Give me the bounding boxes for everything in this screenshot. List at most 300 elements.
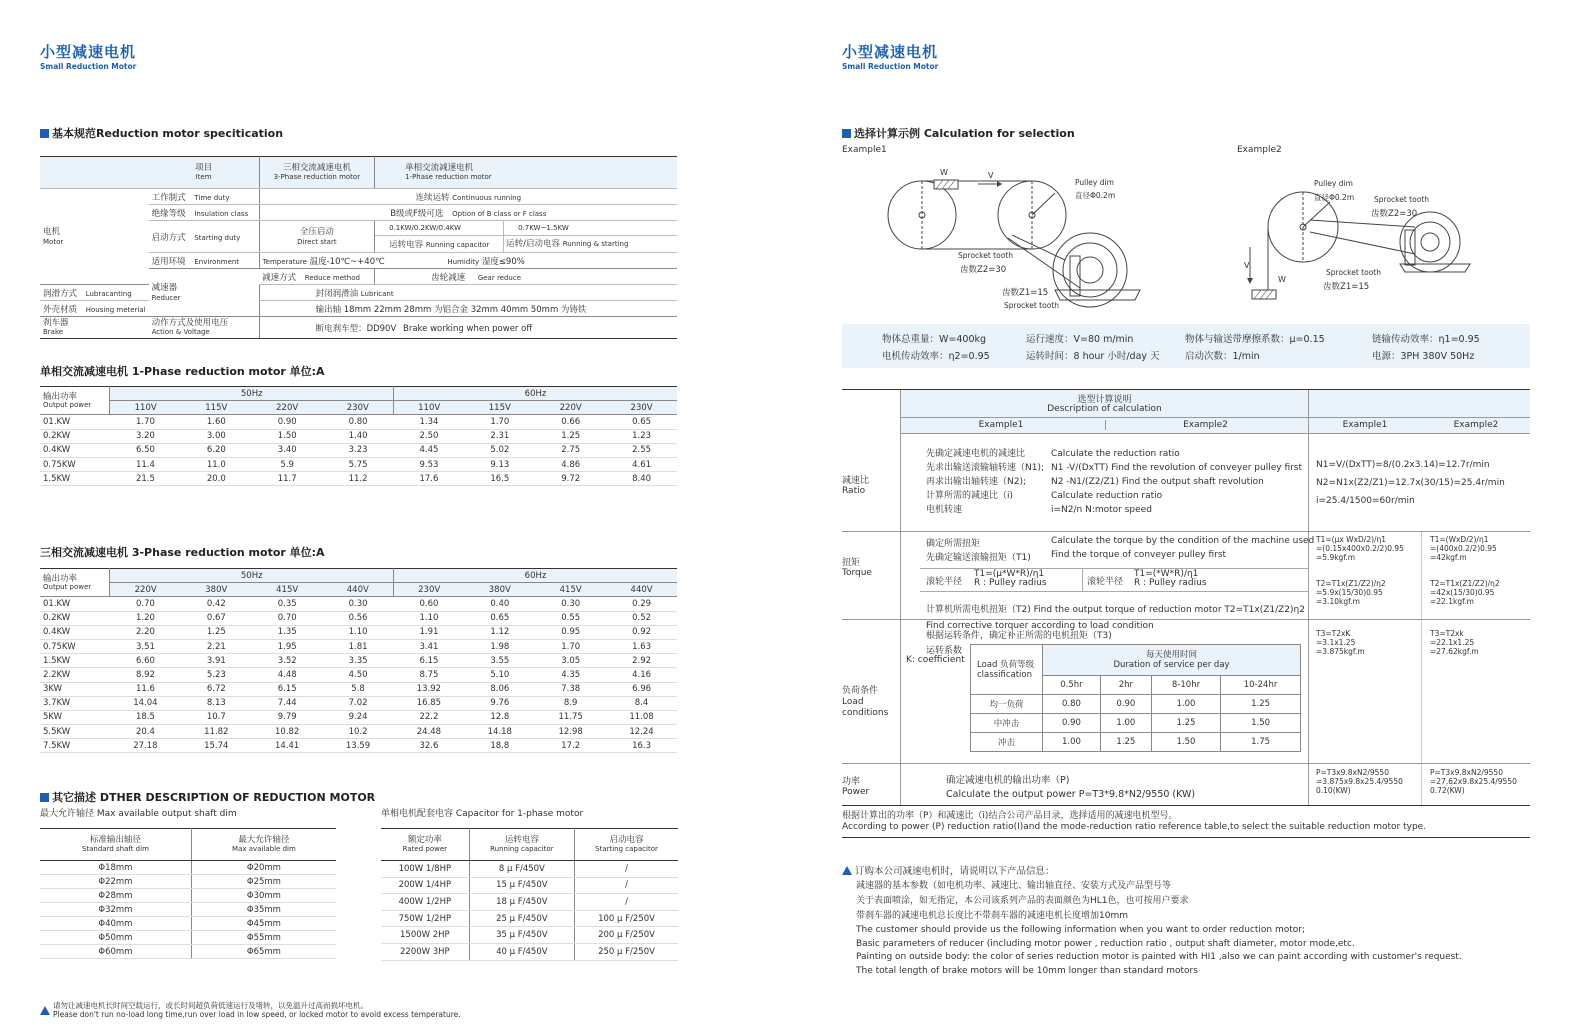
factor-cell: 0.90 (1043, 714, 1101, 733)
table-cell: Φ20mm (191, 861, 336, 875)
order-line: 关于表面喷涂，如无指定，本公司该系列产品的表面颜色为HL1色，也可按用户要求 (856, 896, 1189, 906)
current-cell: 12.98 (535, 725, 606, 739)
current-cell: 8.13 (181, 696, 252, 710)
table-row (40, 443, 677, 457)
text-line: N1=V/(DxTT)=8/(0.2x3.14)=12.7r/min (1316, 460, 1490, 470)
text-line: T1=(μx WxD/2)/η1 (1316, 535, 1387, 544)
table-cell: Φ35mm (191, 903, 336, 917)
d2-sp: Sprocket tooth (1374, 195, 1429, 204)
example2-label: Example2 (1237, 145, 1282, 155)
table-row (971, 695, 1301, 714)
table-cell: 35 μ F/450V (469, 927, 574, 944)
factor-cell: 1.25 (1151, 714, 1220, 733)
order-line: The total length of brake motors will be 10mm longer than standard motors (856, 965, 1198, 976)
voltage-header: 220V (110, 583, 181, 597)
text-line: =22.1kgf.m (1430, 597, 1474, 606)
power-cell: 1.5KW (40, 654, 110, 668)
d1-w: W (940, 168, 948, 177)
torque-label-cn: 扭矩 (842, 558, 861, 568)
current-cell: 6.15 (252, 682, 323, 696)
table-row (40, 875, 336, 889)
torque-e2-t2 (1430, 579, 1500, 606)
ratio-label-en: Ratio (842, 486, 866, 496)
current-cell: 2.50 (393, 429, 464, 443)
current-cell: 9.79 (252, 710, 323, 724)
ratio-lines-en (1051, 447, 1302, 517)
table-cell: Φ60mm (40, 945, 191, 959)
load-e2 (1430, 629, 1479, 656)
spec-table: 项目 Item 三相交流减速电机 3-Phase reduction motor 单相交流减速电机 1-Phase reduction motor 电机 Motor 工作制式 Time duty 连续运转 Continuous running 绝缘等级 Insulation class B级或F级可选 Option of B class or F class 启动方式 Starting duty 全压启动 Direct start 0.1KW/0.2KW/0.4KW 0.7KW~1.5KW 运转电容 Running capacitor 运转/启动电容 Running & starting 适用环境 Environment Temperature 温度-10℃~+40℃ Humidity 湿度≤90% 减速器 Reducer 减速方式 Reduce method 齿轮减速 Gear reduce 润滑方式 Lubracanting 封闭润滑油 Lubricant 外壳材质 Housing meterial 输出轴 18mm 22mm 28mm 为铝合金 32mm 40mm 50mm 为铸铁 刹车器 Brake 动作方式及使用电压 Action & Voltage 断电刹车型：DD90V Brake working when power off (40, 156, 677, 339)
table-row (40, 415, 677, 429)
cap-subtitle: 单相电机配套电容 Capacitor for 1-phase motor (381, 809, 584, 819)
power-cell: 3KW (40, 682, 110, 696)
current-cell: 1.25 (535, 429, 606, 443)
table-cell: 25 μ F/450V (469, 910, 574, 927)
factor-cell: 1.00 (1043, 733, 1101, 752)
current-cell: 7.44 (252, 696, 323, 710)
text-line: =27.62x9.8x25.4/9550 (1430, 777, 1517, 786)
table-row (40, 889, 336, 903)
ratio-answers (1316, 456, 1505, 510)
voltage-header: 415V (252, 583, 323, 597)
text-line: 先确定减速电机的减速比 (926, 449, 1026, 459)
current-cell: 11.0 (181, 457, 252, 471)
text-line: i=N2/n N:motor speed (1051, 505, 1152, 515)
h-three-cn: 三相交流减速电机 (282, 162, 351, 173)
calc-h-ex1: Example1 (978, 420, 1024, 430)
table-row (40, 710, 677, 724)
current-cell: 9.76 (464, 696, 535, 710)
current-cell: 1.50 (252, 429, 323, 443)
text-line: 先求出输送滚输轴转速（N1); (926, 463, 1045, 473)
table-row (381, 877, 678, 894)
h-item-cn: 项目 (195, 162, 213, 173)
text-line: 再求出输出轴转速（N2); (926, 477, 1027, 487)
factor-cell: 1.00 (1151, 695, 1220, 714)
current-cell: 15.74 (181, 739, 252, 753)
current-cell: 10.2 (323, 725, 394, 739)
table-row (971, 714, 1301, 733)
text-line: =5.9x(15/30)0.95 (1316, 588, 1383, 597)
selection-note: 根据计算出的功率（P）和减速比（i)结合公司产品目录，选择适用的减速电机型号。 According to power (P) reduction ratio(I)and the mode-reduction ratio reference table,to select the suitable reduction motor type. (842, 811, 1530, 838)
capacitor-table: 额定功率 Rated power 运转电容 Running capacitor 启动电容 Starting capacitor 100W 1/8HP 8 μ F/450V / 200W 1/4HP 15 μ F/450V / 400W 1/2HP 18 μ F/450V / 750W 1/2HP 25 μ F/450V 100 μ F/250V 1500W 2HP 35 μ F/450V 200 μ F/250V 2200W 3HP 40 μ F/450V 250 μ F/250V (381, 828, 678, 961)
text-line: i=25.4/1500=60r/min (1316, 496, 1415, 506)
example1-label: Example1 (842, 145, 887, 155)
d1-pulley: Pulley dim (1075, 178, 1114, 187)
table-cell: Φ22mm (40, 875, 191, 889)
current-cell: 3.05 (535, 654, 606, 668)
current-cell: 1.98 (464, 639, 535, 653)
current-cell: 11.7 (252, 472, 323, 486)
voltage-header: 380V (464, 583, 535, 597)
table-row (40, 945, 336, 959)
current-cell: 0.66 (535, 415, 606, 429)
current-cell: 11.6 (110, 682, 181, 696)
duration-header: 10-24hr (1221, 676, 1301, 695)
current-cell: 1.23 (606, 429, 677, 443)
warning-icon (842, 866, 852, 875)
current-cell: 0.60 (393, 597, 464, 611)
table-cell: Φ25mm (191, 875, 336, 889)
table-row (40, 917, 336, 931)
text-line: T3=T2xk (1430, 629, 1464, 638)
d2-w: W (1278, 275, 1286, 284)
current-cell: 0.56 (323, 611, 394, 625)
calc-table: 选型计算说明 Description of calculation Example1 Example2 Example1 Example2 减速比 Ratio 先确定减速电机的减速比 先求出输送滚输轴转速（N1); 再求出输出轴转速（N2); 计算所需的减速比（i) 电机转速 Calculate the reduction ratio N1 -V/(DxTT) Find the revolution of conveyer pulley first N2 -N1/(Z2/Z1) Find the output shaft revolution Calculate reduction ratio i=N2/n N:motor speed N1=V/(DxTT)=8/(0.2x3.14)=12.7r/min N2=N1x(Z2/Z1)=12.7x(30/15)=25.4r/min i=25.4/1500=60r/min 扭矩 Torque 确定所需扭矩 Calculate the torque by the condition of the machine used 先确定输送滚输扭矩（T1) Find the torque of conveyer pulley first 滚轮半径 T1=(μ*W*R)/η1 R : Pulley radius 滚轮半径 T1=(*W*R)/η1 R : Pulley radius 计算机所需电机扭矩（T2) Find the output torque of reduction motor T2=T1x(Z1/Z2)η2 T1=(μx WxD/2)/η1 =(0.15x400x0.2/2)0.95 =5.9kgf.m T1=(WxD/2)/η1 =(400x0.2/2)0.95 =42kgf.m T2=T1x(Z1/Z2)/η2 =5.9x(15/30)0.95 =3.10kgf.m T2=T1x(Z1/Z2)/η2 =42x(15/30)0.95 =22.1kgf.m 负荷条件 Load conditions Find corrective torquer according to load condition 根据运转条件，确定补正所需的电机扭矩（T3) 运转系数 K: coefficient Load 负荷等级 classification 每天使用时间 Duration of service per day 0.5hr 2hr 8-10hr 10-24hr 均一负荷 0.80 0.90 1.00 1.25 中冲击 0.90 1.00 1.25 1.50 冲击 1.00 1.25 1.50 1.75 T3=T2xK =3.1x1.25 =3.875kgf.m T3=T2xk =22.1x1.25 =27.62kgf.m 功率 Power 确定减速电机的输出功率（P) Calculate the output power P=T3*9.8*N2/9550 (KW) P=T3x9.8xN2/9550 =3.875x9.8x25.4/9550 0.10(KW) P=T3x9.8xN2/9550 =27.62x9.8x25.4/9550 0.72(KW) (842, 389, 1530, 806)
current-cell: 4.16 (606, 668, 677, 682)
table-row (40, 429, 677, 443)
voltage-header: 440V (323, 583, 394, 597)
text-line: T3=T2xK (1316, 629, 1351, 638)
section-marker-icon (842, 129, 851, 138)
current-cell: 3.00 (181, 429, 252, 443)
torque-e2-t1 (1430, 535, 1497, 562)
text-line: =3.875x9.8x25.4/9550 (1316, 777, 1403, 786)
current-cell: 5.8 (323, 682, 394, 696)
current-cell: 1.60 (181, 415, 252, 429)
voltage-header: 440V (606, 583, 677, 597)
current-cell: 16.85 (393, 696, 464, 710)
current-cell: 11.75 (535, 710, 606, 724)
table-cell: 8 μ F/450V (469, 861, 574, 878)
power-label-en: Power (842, 787, 870, 797)
text-line: T1=(WxD/2)/η1 (1430, 535, 1489, 544)
brake-label-cn: 刹车器 (43, 317, 69, 328)
table-row (381, 861, 678, 878)
factor-cell: 0.80 (1043, 695, 1101, 714)
current-cell: 4.45 (393, 443, 464, 457)
table-row (381, 910, 678, 927)
table-cell: 250 μ F/250V (575, 943, 678, 960)
order-line: 带刹车器的减速电机总长度比不带刹车器的减速电机长度增加10mm (856, 911, 1128, 921)
ratio-lines-cn (926, 447, 1044, 517)
current-cell: 0.40 (464, 597, 535, 611)
current-cell: 1.10 (323, 625, 394, 639)
current-cell: 5.9 (252, 457, 323, 471)
current-cell: 32.6 (393, 739, 464, 753)
text-line: P=T3x9.8xN2/9550 (1316, 768, 1389, 777)
power-cell: 0.75KW (40, 457, 110, 471)
current-cell: 2.31 (464, 429, 535, 443)
power-cell: 0.75KW (40, 639, 110, 653)
current-cell: 0.65 (606, 415, 677, 429)
current-cell: 0.30 (323, 597, 394, 611)
current-cell: 4.48 (252, 668, 323, 682)
voltage-header: 415V (535, 583, 606, 597)
current-cell: 0.70 (110, 597, 181, 611)
current-cell: 0.55 (535, 611, 606, 625)
current-cell: 5.75 (323, 457, 394, 471)
voltage-header: 230V (606, 401, 677, 415)
current-cell: 24.48 (393, 725, 464, 739)
spec-section-title: 基本规范Reduction motor specitication (40, 125, 283, 141)
reducer-label-cn: 减速器 (151, 282, 178, 293)
current-cell: 4.35 (535, 668, 606, 682)
current-cell: 13.59 (323, 739, 394, 753)
current-cell: 6.72 (181, 682, 252, 696)
h-single-cn: 单相交流减速电机 (405, 162, 474, 173)
d1-sp2: Sprocket tooth (1004, 301, 1059, 310)
current-cell: 7.02 (323, 696, 394, 710)
current-cell: 1.10 (393, 611, 464, 625)
current-cell: 6.15 (393, 654, 464, 668)
current-cell: 14.18 (464, 725, 535, 739)
current-cell: 5.10 (464, 668, 535, 682)
h-item-en: Item (195, 172, 212, 181)
table-row (381, 927, 678, 944)
current-cell: 1.70 (464, 415, 535, 429)
current-cell: 10.7 (181, 710, 252, 724)
table-row (40, 625, 677, 639)
current-cell: 1.40 (323, 429, 394, 443)
current-cell: 27.18 (110, 739, 181, 753)
table-row (381, 894, 678, 911)
power-e2 (1430, 768, 1517, 795)
current-cell: 16.3 (606, 739, 677, 753)
current-cell: 18.5 (110, 710, 181, 724)
text-line: T2=T1x(Z1/Z2)/η2 (1316, 579, 1386, 588)
table-row (40, 682, 677, 696)
current-cell: 11.4 (110, 457, 181, 471)
brake-label-en: Brake (43, 327, 64, 336)
single-voltage-row (40, 401, 677, 415)
current-cell: 3.51 (110, 639, 181, 653)
text-line: =42kgf.m (1430, 553, 1467, 562)
current-cell: 8.06 (464, 682, 535, 696)
power-cell: 01.KW (40, 597, 110, 611)
power-e1 (1316, 768, 1403, 795)
power-cell: 5.5KW (40, 725, 110, 739)
warning-icon (40, 1006, 50, 1015)
current-cell: 4.86 (535, 457, 606, 471)
reducer-label-en: Reducer (151, 293, 181, 302)
table-cell: Φ30mm (191, 889, 336, 903)
text-line: 电机转速 (926, 505, 963, 515)
current-cell: 4.50 (323, 668, 394, 682)
current-cell: 1.70 (110, 415, 181, 429)
motor-label-cn: 电机 (43, 226, 61, 237)
current-cell: 0.35 (252, 597, 323, 611)
text-line: =3.875kgf.m (1316, 647, 1365, 656)
factor-cell: 0.90 (1100, 695, 1151, 714)
weight-block-icon (934, 180, 958, 189)
current-cell: 18.8 (464, 739, 535, 753)
example1-diagram (880, 160, 1160, 315)
table-cell: Φ45mm (191, 917, 336, 931)
current-cell: 12.24 (606, 725, 677, 739)
power-cell: 3.7KW (40, 696, 110, 710)
d2-dia: 直径Φ0.2m (1314, 193, 1355, 202)
current-cell: 9.13 (464, 457, 535, 471)
factor-cell: 1.25 (1100, 733, 1151, 752)
shaft-table: 标准输出轴径 Standard shaft dim 最大允许轴径 Max available dim Φ18mm Φ20mm Φ22mm Φ25mm Φ28mm Φ30mm Φ32mm Φ35mm Φ40mm Φ45mm Φ50mm Φ55mm Φ60mm Φ65mm (40, 828, 336, 959)
d2-z2: 齿数Z2=30 (1371, 209, 1418, 219)
duration-header: 8-10hr (1151, 676, 1220, 695)
power-cell: 2.2KW (40, 668, 110, 682)
current-cell: 14.04 (110, 696, 181, 710)
text-line: =3.10kgf.m (1316, 597, 1360, 606)
current-cell: 0.29 (606, 597, 677, 611)
factor-cell: 1.50 (1151, 733, 1220, 752)
current-cell: 20.0 (181, 472, 252, 486)
current-cell: 21.5 (110, 472, 181, 486)
d1-sp: Sprocket tooth (958, 251, 1013, 260)
text-line: =27.62kgf.m (1430, 647, 1479, 656)
calc-h-ex2b: Example2 (1453, 420, 1499, 430)
d2-pulley: Pulley dim (1314, 179, 1353, 188)
right-brand-en: Small Reduction Motor (842, 62, 939, 71)
table-cell: 100 μ F/250V (575, 910, 678, 927)
table-row (971, 733, 1301, 752)
h-single-en: 1-Phase reduction motor (405, 172, 492, 181)
current-cell: 3.40 (252, 443, 323, 457)
current-cell: 0.92 (606, 625, 677, 639)
section-marker-icon (40, 129, 49, 138)
text-line: N2=N1x(Z2/Z1)=12.7x(30/15)=25.4r/min (1316, 478, 1505, 488)
table-row (40, 597, 677, 611)
table-cell: 40 μ F/450V (469, 943, 574, 960)
text-line: P=T3x9.8xN2/9550 (1430, 768, 1503, 777)
current-cell: 8.92 (110, 668, 181, 682)
other-section-title: 其它描述 DTHER DESCRIPTION OF REDUCTION MOTOR (40, 789, 375, 805)
current-cell: 22.2 (393, 710, 464, 724)
table-cell: Φ65mm (191, 945, 336, 959)
current-cell: 9.53 (393, 457, 464, 471)
text-line: T2=T1x(Z1/Z2)/η2 (1430, 579, 1500, 588)
current-cell: 5.02 (464, 443, 535, 457)
table-cell: 400W 1/2HP (381, 894, 469, 911)
power-cell: 0.2KW (40, 611, 110, 625)
current-cell: 1.35 (252, 625, 323, 639)
current-cell: 9.72 (535, 472, 606, 486)
three-voltage-row (40, 583, 677, 597)
current-cell: 20.4 (110, 725, 181, 739)
power-cell: 0.4KW (40, 443, 110, 457)
factor-cell: 1.00 (1100, 714, 1151, 733)
current-cell: 3.52 (252, 654, 323, 668)
factor-cell: 1.25 (1221, 695, 1301, 714)
torque-e1-t2 (1316, 579, 1386, 606)
d1-v: V (988, 171, 994, 180)
current-cell: 3.35 (323, 654, 394, 668)
current-cell: 2.55 (606, 443, 677, 457)
left-brand (40, 41, 136, 71)
table-cell: Φ32mm (40, 903, 191, 917)
load-e1 (1316, 629, 1365, 656)
current-cell: 2.75 (535, 443, 606, 457)
table-cell: 100W 1/8HP (381, 861, 469, 878)
text-line: Calculate the reduction ratio (1051, 449, 1180, 459)
current-cell: 5.23 (181, 668, 252, 682)
voltage-header: 115V (181, 401, 252, 415)
factor-cell: 1.75 (1221, 733, 1301, 752)
current-cell: 8.75 (393, 668, 464, 682)
section-marker-icon (40, 793, 49, 802)
voltage-header: 220V (252, 401, 323, 415)
motor-label-en: Motor (43, 237, 64, 246)
current-cell: 8.40 (606, 472, 677, 486)
current-cell: 17.6 (393, 472, 464, 486)
current-cell: 3.41 (393, 639, 464, 653)
table-cell: 18 μ F/450V (469, 894, 574, 911)
table-cell: Φ50mm (40, 931, 191, 945)
parameters-band: 物体总重量：W=400kg 运行速度：V=80 m/min 物体与输送带摩擦系数：μ=0.15 链输传动效率：η1=0.95 电机传动效率：η2=0.95 运转时间：8 hour 小时/day 天 启动次数：1/min 电源：3PH 380V 50Hz (842, 324, 1530, 368)
voltage-header: 115V (464, 401, 535, 415)
table-row (40, 472, 677, 486)
single-phase-title: 单相交流减速电机 1-Phase reduction motor 单位:A (40, 365, 325, 378)
current-cell: 2.92 (606, 654, 677, 668)
table-row (40, 931, 336, 945)
current-cell: 6.60 (110, 654, 181, 668)
table-row (40, 668, 677, 682)
table-cell: Φ28mm (40, 889, 191, 903)
current-cell: 1.34 (393, 415, 464, 429)
power-cell: 0.4KW (40, 625, 110, 639)
current-cell: 4.61 (606, 457, 677, 471)
current-cell: 3.20 (110, 429, 181, 443)
text-line: =42x(15/30)0.95 (1430, 588, 1495, 597)
text-line: N2 -N1/(Z2/Z1) Find the output shaft revolution (1051, 477, 1264, 487)
current-cell: 13.92 (393, 682, 464, 696)
calc-desc-en: Description of calculation (1047, 404, 1162, 414)
current-cell: 6.50 (110, 443, 181, 457)
weight-block-icon (1252, 290, 1276, 299)
factor-cell: 中冲击 (971, 714, 1043, 733)
current-cell: 1.25 (181, 625, 252, 639)
current-cell: 1.81 (323, 639, 394, 653)
three-phase-table: 输出功率 Output power 50Hz 60Hz 220V 380V 415V 440V 230V 380V 415V 440V 01.KW 0.70 0.42 0.35 0.30 0.60 0.40 0.30 0.29 0.2KW 1.20 0.67 0.70 0.56 1.10 0.65 0.55 0.52 0.4KW 2.20 1.25 1.35 1.10 1.91 1.12 0.95 0.92 0.75KW 3.51 2.21 1.95 1.81 3.41 1.98 1.70 1.63 1.5KW 6.60 3.91 3.52 3.35 6.15 3.55 3.05 2.92 2.2KW 8.92 5.23 4.48 4.50 8.75 5.10 4.35 4.16 3KW 11.6 6.72 6.15 5.8 13.92 8.06 7.38 6.96 3.7KW 14.04 8.13 7.44 7.02 16.85 9.76 8.9 8.4 5KW 18.5 10.7 9.79 9.24 22.2 12.8 11.75 11.08 5.5KW 20.4 11.82 10.82 10.2 24.48 14.18 12.98 12.24 7.5KW 27.18 15.74 14.41 13.59 32.6 18.8 17.2 16.3 (40, 568, 677, 753)
current-cell: 8.4 (606, 696, 677, 710)
order-line: 减速器的基本参数（如电机功率、减速比、输出轴直径、安装方式及产品型号等 (856, 881, 1172, 891)
power-cell: 1.5KW (40, 472, 110, 486)
table-row (40, 654, 677, 668)
table-cell: 750W 1/2HP (381, 910, 469, 927)
order-line: The customer should provide us the following information when you want to order reduction motor; (856, 925, 1306, 935)
d2-sp2: Sprocket tooth (1326, 268, 1381, 277)
three-phase-title: 三相交流减速电机 3-Phase reduction motor 单位:A (40, 546, 325, 559)
current-cell: 16.5 (464, 472, 535, 486)
voltage-header: 230V (323, 401, 394, 415)
torque-label-en: Torque (842, 568, 872, 578)
table-cell: / (575, 877, 678, 894)
current-cell: 8.9 (535, 696, 606, 710)
calc-h-ex1b: Example1 (1342, 420, 1388, 430)
current-cell: 7.38 (535, 682, 606, 696)
duration-header: 2hr (1100, 676, 1151, 695)
current-cell: 6.96 (606, 682, 677, 696)
current-cell: 1.12 (464, 625, 535, 639)
current-cell: 14.41 (252, 739, 323, 753)
left-brand-cn: 小型减速电机 (40, 43, 137, 61)
table-cell: Φ55mm (191, 931, 336, 945)
calc-desc-cn: 选型计算说明 (1077, 395, 1132, 405)
voltage-header: 220V (535, 401, 606, 415)
d2-z1: 齿数Z1=15 (1323, 282, 1370, 292)
left-brand-en: Small Reduction Motor (40, 62, 137, 71)
power-cell: 5KW (40, 710, 110, 724)
factor-cell: 1.50 (1221, 714, 1301, 733)
current-cell: 11.08 (606, 710, 677, 724)
calc-h-ex2: Example2 (1105, 420, 1305, 430)
factor-cell: 冲击 (971, 733, 1043, 752)
voltage-header: 230V (393, 583, 464, 597)
example2-diagram (1240, 172, 1500, 312)
right-brand (842, 41, 938, 71)
table-cell: Φ40mm (40, 917, 191, 931)
table-cell: / (575, 894, 678, 911)
current-cell: 0.70 (252, 611, 323, 625)
current-cell: 1.63 (606, 639, 677, 653)
